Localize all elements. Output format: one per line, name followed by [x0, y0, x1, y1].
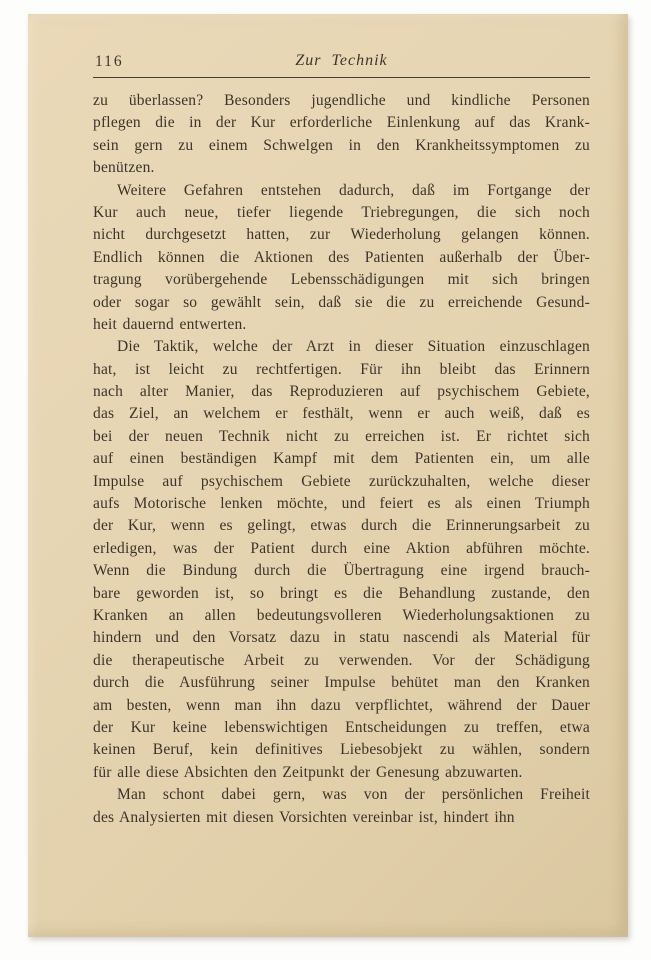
text-line: Wenn die Bindung durch die Übertragung eine irgend brauch- — [93, 562, 590, 580]
text-line: hat, ist leicht zu rechtfertigen. Für ihn bleibt das Erinnern — [93, 360, 590, 378]
text-line: für alle diese Absichten den Zeitpunkt der Genesung abzuwarten. — [93, 763, 523, 781]
text-line: sein gern zu einem Schwelgen in den Krankheitssymptomen zu — [93, 136, 590, 154]
paragraph — [93, 180, 590, 337]
text-line: Kranken an allen bedeutungsvolleren Wiederholungsaktionen zu — [93, 606, 590, 624]
text-line: Impulse auf psychischem Gebiete zurückzuhalten, welche dieser — [93, 472, 590, 490]
text-line: benützen. — [93, 159, 155, 177]
text-line: keinen Beruf, kein definitives Liebesobjekt zu wählen, sondern — [93, 741, 590, 759]
running-head: Zur Technik — [295, 52, 388, 69]
text-line: aufs Motorische lenken möchte, und feiert es als einen Triumph — [93, 495, 590, 513]
page-content — [93, 52, 590, 829]
text-line: Man schont dabei gern, was von der persönlichen Freiheit — [117, 786, 590, 804]
text-line: nicht durchgesetzt hatten, zur Wiederholung gelangen können. — [93, 226, 590, 244]
body-text — [93, 90, 590, 829]
text-line: Die Taktik, welche der Arzt in dieser Situation einzuschlagen — [117, 338, 590, 356]
text-line: die therapeutische Arbeit zu verwenden. Vor der Schädigung — [93, 651, 590, 669]
text-line: tragung vorübergehende Lebensschädigungen mit sich bringen — [93, 271, 590, 289]
text-line: heit dauernd entwerten. — [93, 315, 247, 333]
text-line: der Kur, wenn es gelingt, etwas durch die Erinnerungsarbeit zu — [93, 517, 590, 535]
text-line: das Ziel, an welchem er festhält, wenn er auch weiß, daß es — [93, 405, 590, 423]
book-page — [28, 14, 628, 937]
text-line: zu überlassen? Besonders jugendliche und kindliche Personen — [93, 92, 590, 109]
paragraph — [93, 90, 590, 180]
text-line: am besten, wenn man ihn dazu verpflichtet, während der Dauer — [93, 696, 590, 714]
paragraph — [93, 784, 590, 829]
text-line: des Analysierten mit diesen Vorsichten vereinbar ist, hindert ihn — [93, 808, 515, 826]
text-line: der Kur keine lebenswichtigen Entscheidungen zu treffen, etwa — [93, 718, 590, 736]
text-line: Kur auch neue, tiefer liegende Triebregungen, die sich noch — [93, 203, 590, 221]
text-line: nach alter Manier, das Reproduzieren auf psychischem Gebiete, — [93, 383, 590, 401]
text-line: auf einen beständigen Kampf mit dem Patienten ein, um alle — [93, 450, 590, 468]
text-line: bei der neuen Technik nicht zu erreichen ist. Er richtet sich — [93, 427, 590, 445]
paragraph — [93, 336, 590, 784]
text-line: pflegen die in der Kur erforderliche Einlenkung auf das Krank- — [93, 114, 590, 132]
text-line: Weitere Gefahren entstehen dadurch, daß im Fortgange der — [117, 181, 590, 199]
text-line: erledigen, was der Patient durch eine Aktion abführen möchte. — [93, 539, 590, 557]
page-header — [93, 52, 590, 78]
text-line: durch die Ausführung seiner Impulse behütet man den Kranken — [93, 674, 590, 692]
text-line: Endlich können die Aktionen des Patienten außerhalb der Über- — [93, 248, 590, 266]
text-line: oder sogar so gewählt sein, daß sie die zu erreichende Gesund- — [93, 293, 590, 311]
text-line: bare geworden ist, so bringt es die Behandlung zustande, den — [93, 584, 590, 602]
text-line: hindern und den Vorsatz dazu in statu nascendi als Material für — [93, 629, 590, 647]
page-number: 116 — [95, 53, 124, 70]
